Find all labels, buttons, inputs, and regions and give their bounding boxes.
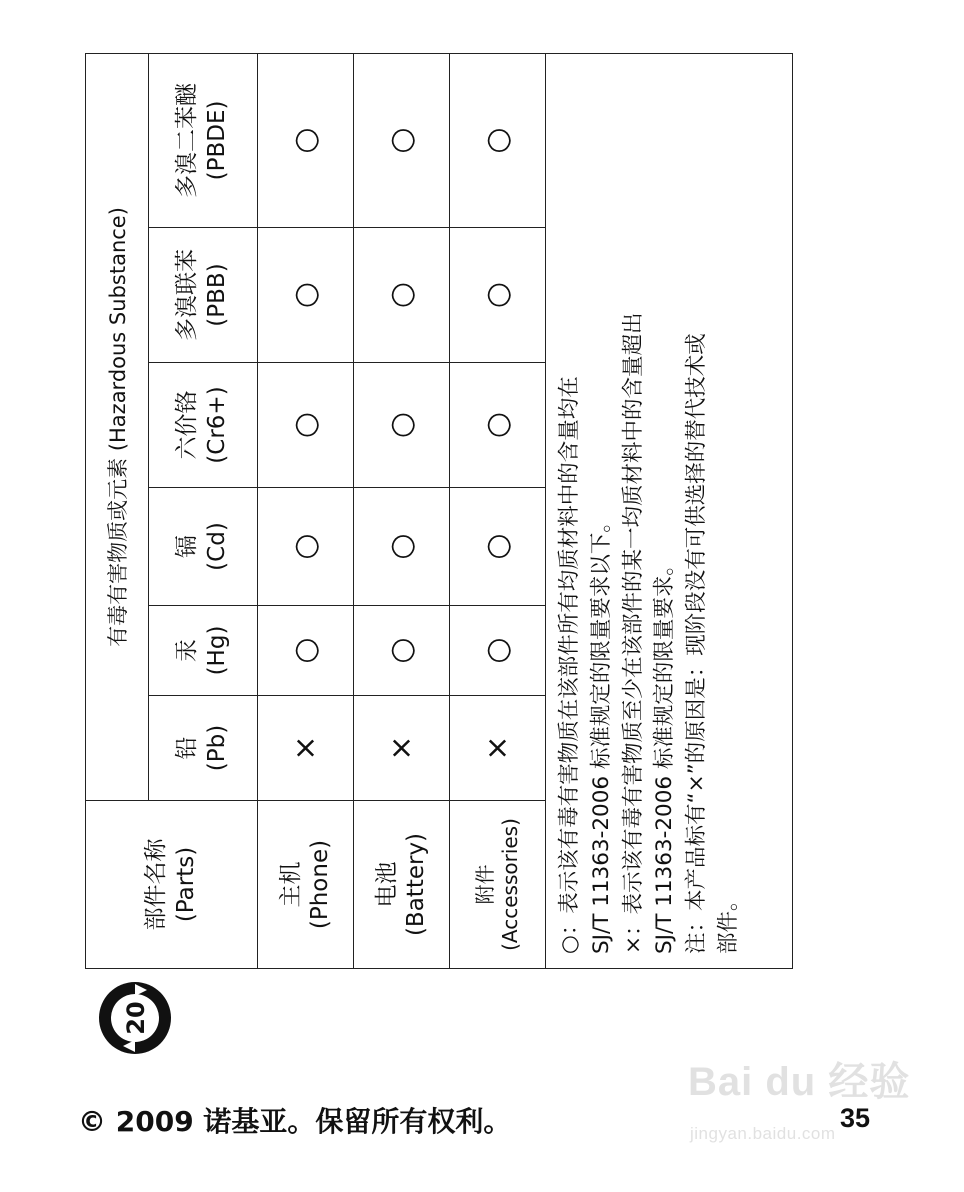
substance-symbol: (Pb) bbox=[204, 724, 230, 772]
mark-cell: ○ bbox=[450, 53, 546, 227]
table-row-phone bbox=[258, 53, 354, 968]
mark-cell: ○ bbox=[354, 488, 450, 606]
substance-header-pbde bbox=[149, 53, 258, 227]
hazardous-substance-table bbox=[85, 53, 793, 969]
part-name-cell bbox=[450, 801, 546, 969]
table-row-accessories bbox=[450, 53, 546, 968]
substance-header-cr6 bbox=[149, 363, 258, 488]
copyright-text: © 2009 诺基亚。保留所有权利。 bbox=[78, 1105, 512, 1138]
part-name-zh: 主机 bbox=[277, 861, 304, 908]
substance-symbol: (PBDE) bbox=[204, 100, 230, 181]
substance-symbol: (PBB) bbox=[204, 263, 230, 327]
substance-header-hg bbox=[149, 606, 258, 696]
substance-header-cd bbox=[149, 488, 258, 606]
mark-cell: × bbox=[450, 696, 546, 801]
parts-header-zh: 部件名称 bbox=[142, 838, 169, 931]
mark-cell: ○ bbox=[354, 606, 450, 696]
part-name-en: (Accessories) bbox=[497, 818, 522, 951]
mark-cell: ○ bbox=[354, 228, 450, 363]
mark-cell: ○ bbox=[450, 606, 546, 696]
note-line: SJ/T 11363-2006 标准规定的限量要求。 bbox=[652, 554, 678, 954]
environment-protection-period-icon bbox=[95, 978, 175, 1058]
table-row-battery bbox=[354, 53, 450, 968]
mark-cell: × bbox=[258, 696, 354, 801]
substance-name-zh: 铅 bbox=[174, 736, 201, 760]
hazardous-substance-table-frame bbox=[85, 54, 793, 969]
mark-cell: ○ bbox=[258, 606, 354, 696]
logo-label: 20 bbox=[122, 1001, 150, 1035]
substance-name-zh: 镉 bbox=[174, 535, 201, 558]
substance-header-pb bbox=[149, 696, 258, 801]
substance-name-zh: 汞 bbox=[174, 639, 201, 662]
notes-cell bbox=[546, 53, 793, 968]
substance-symbol: (Cd) bbox=[204, 522, 230, 571]
mark-cell: × bbox=[354, 696, 450, 801]
mark-cell: ○ bbox=[354, 363, 450, 488]
note-line: 注：本产品标有“×”的原因是：现阶段没有可供选择的替代技术或 bbox=[684, 333, 710, 954]
watermark-url: jingyan.baidu.com bbox=[690, 1124, 836, 1143]
mark-cell: ○ bbox=[258, 228, 354, 363]
mark-cell: ○ bbox=[258, 488, 354, 606]
substance-symbol: (Hg) bbox=[204, 625, 230, 676]
substance-symbol: (Cr6+) bbox=[204, 386, 230, 464]
mark-cell: ○ bbox=[258, 53, 354, 227]
note-line: 部件。 bbox=[716, 889, 742, 954]
parts-header-en: (Parts) bbox=[172, 846, 199, 923]
mark-cell: ○ bbox=[450, 363, 546, 488]
part-name-zh: 附件 bbox=[472, 864, 497, 905]
part-name-en: (Phone) bbox=[306, 839, 333, 930]
note-line: ○：表示该有毒有害物质在该部件所有均质材料中的含量均在 bbox=[557, 376, 582, 954]
baidu-watermark bbox=[688, 1050, 911, 1150]
mark-cell: ○ bbox=[450, 228, 546, 363]
mark-cell: ○ bbox=[258, 363, 354, 488]
mark-cell: ○ bbox=[450, 488, 546, 606]
substance-name-zh: 多溴二苯醚 bbox=[174, 82, 201, 198]
substance-group-header: 有毒有害物质或元素 (Hazardous Substance) bbox=[86, 53, 149, 800]
substance-header-pbb bbox=[149, 228, 258, 363]
parts-header-cell bbox=[86, 801, 258, 969]
substance-name-zh: 多溴联苯 bbox=[174, 249, 201, 341]
recycle-20-icon bbox=[95, 978, 175, 1058]
watermark-brand: Bai du 经验 bbox=[688, 1060, 911, 1104]
part-name-cell bbox=[354, 801, 450, 969]
substance-name-zh: 六价铬 bbox=[174, 390, 201, 460]
part-name-cell bbox=[258, 801, 354, 969]
hazardous-substance-table-rotated bbox=[85, 54, 793, 969]
note-line: ×：表示该有毒有害物质至少在该部件的某一均质材料中的含量超出 bbox=[620, 312, 646, 954]
part-name-zh: 电池 bbox=[373, 861, 400, 908]
note-line: SJ/T 11363-2006 标准规定的限量要求以下。 bbox=[588, 511, 614, 954]
page-number: 35 bbox=[840, 1103, 871, 1133]
mark-cell: ○ bbox=[354, 53, 450, 227]
part-name-en: (Battery) bbox=[402, 832, 429, 937]
